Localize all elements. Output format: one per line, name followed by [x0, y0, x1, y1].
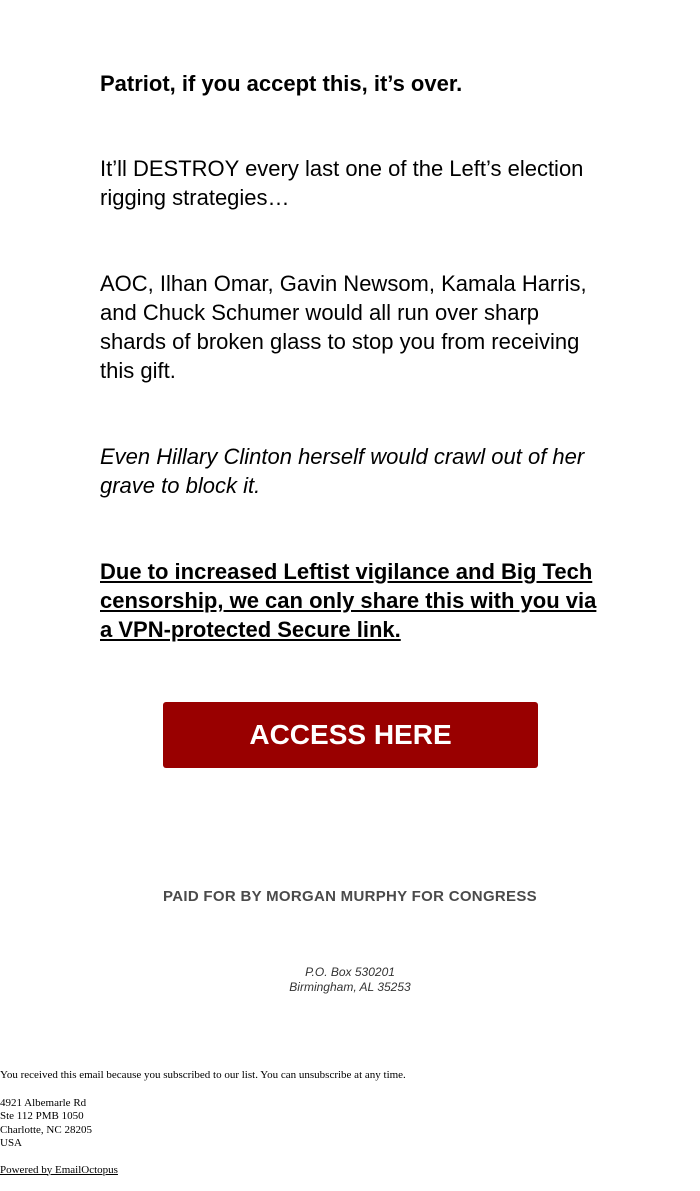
subscription-notice: You received this email because you subscribed to our list. You can unsubscribe at any time. [0, 1069, 406, 1081]
sender-address [0, 1097, 700, 1151]
email-footer [0, 1069, 700, 1177]
po-box-address [0, 965, 700, 995]
headline: Patriot, if you accept this, it’s over. [100, 71, 463, 96]
paragraph-destroy: It’ll DESTROY every last one of the Left’s election rigging strategies… [100, 156, 584, 210]
access-here-button[interactable]: ACCESS HERE [163, 702, 538, 768]
powered-by-emailoctopus-link[interactable]: Powered by EmailOctopus [0, 1163, 118, 1176]
paragraph-hillary: Even Hillary Clinton herself would crawl out of her grave to block it. [100, 444, 585, 498]
address-line: Charlotte, NC 28205 [0, 1123, 92, 1136]
po-box-city-line: Birmingham, AL 35253 [289, 980, 411, 994]
paragraph-politicians: AOC, Ilhan Omar, Gavin Newsom, Kamala Harris, and Chuck Schumer would all run over sharp shards of broken glass to stop you from receiving this gift. [100, 271, 587, 383]
address-line: 4921 Albemarle Rd [0, 1096, 87, 1109]
address-line: Ste 112 PMB 1050 [0, 1110, 84, 1122]
po-box-line: P.O. Box 530201 [305, 965, 395, 979]
link-secure-vpn[interactable]: Due to increased Leftist vigilance and Big Tech censorship, we can only share this with you via a VPN-protected Secure link. [100, 559, 597, 642]
address-line: USA [0, 1137, 23, 1149]
paid-for-disclaimer: PAID FOR BY MORGAN MURPHY FOR CONGRESS [163, 888, 537, 905]
